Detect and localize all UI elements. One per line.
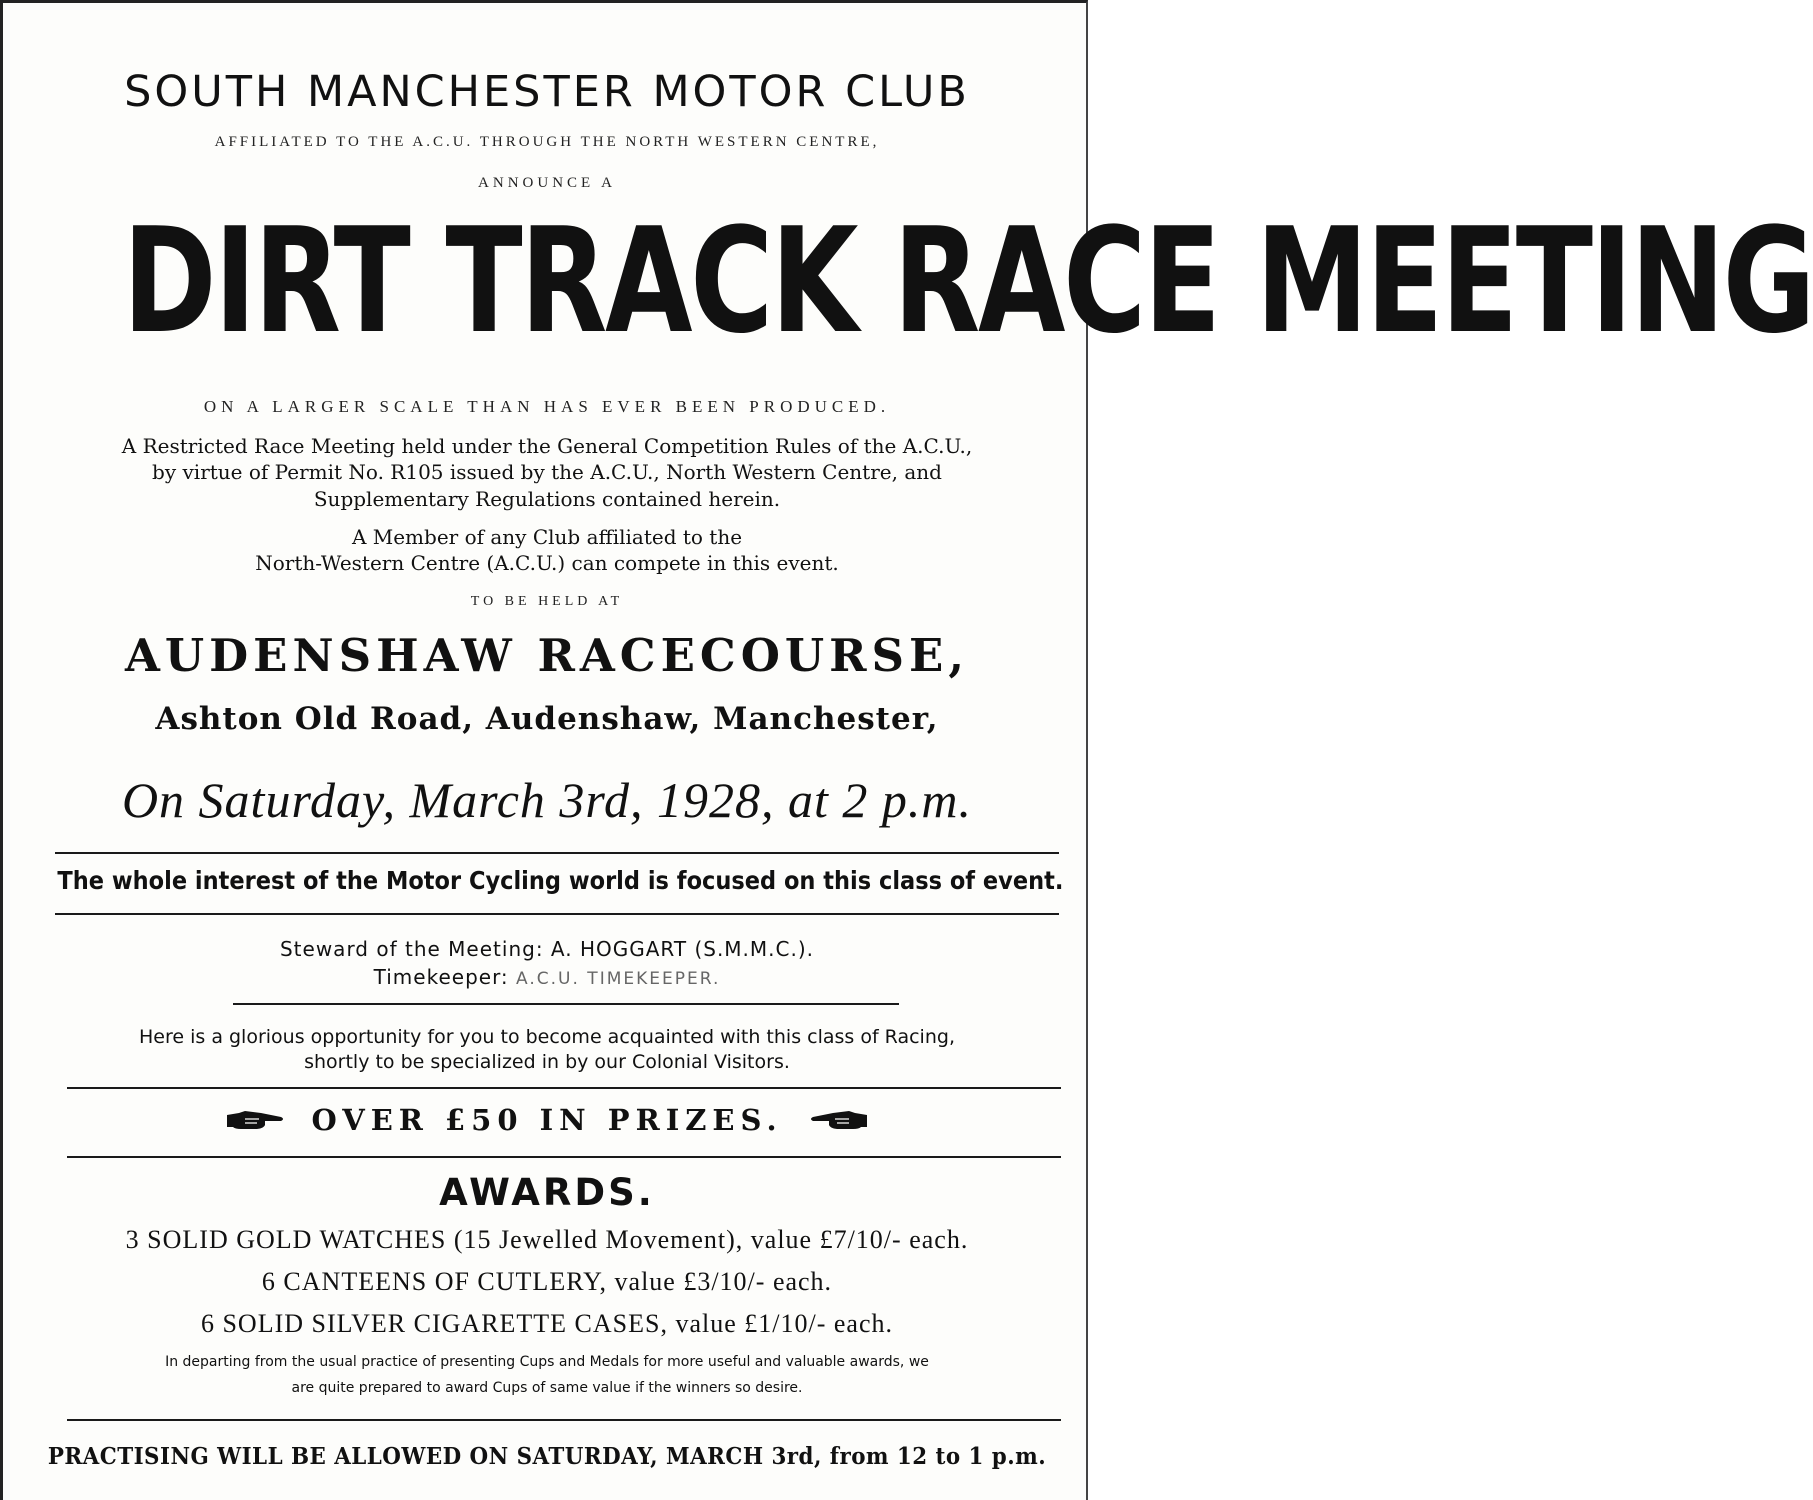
divider <box>55 913 1059 915</box>
awards-note-line-2: are quite prepared to award Cups of same value if the winners so desire. <box>291 1380 803 1396</box>
divider <box>67 1087 1061 1089</box>
club-name: SOUTH MANCHESTER MOTOR CLUB <box>124 67 970 117</box>
steward-row <box>3 937 1091 961</box>
event-headline: DIRT TRACK RACE MEETING <box>122 197 1813 366</box>
tagline: ON A LARGER SCALE THAN HAS EVER BEEN PRODUCED. <box>203 397 891 416</box>
pointing-hand-left-icon <box>809 1107 869 1133</box>
opportunity-line-1: Here is a glorious opportunity for you to become acquainted with this class of Racing, <box>139 1026 955 1048</box>
prizes-text: OVER £50 IN PRIZES. <box>311 1103 783 1137</box>
rules-line-1: A Restricted Race Meeting held under the General Competition Rules of the A.C.U., <box>121 434 973 458</box>
divider <box>67 1156 1061 1158</box>
venue-address: Ashton Old Road, Audenshaw, Manchester, <box>155 701 939 737</box>
practising-notice: PRACTISING WILL BE ALLOWED ON SATURDAY, MARCH 3rd, from 12 to 1 p.m. <box>47 1443 1047 1470</box>
prizes-banner <box>3 1103 1091 1137</box>
venue-name: AUDENSHAW RACECOURSE, <box>124 629 970 682</box>
opportunity-line-2: shortly to be specialized in by our Colonial Visitors. <box>304 1051 790 1073</box>
timekeeper-label: Timekeeper: <box>373 965 509 989</box>
rules-line-3: Supplementary Regulations contained herein. <box>313 487 781 511</box>
divider <box>55 852 1059 854</box>
divider <box>67 1419 1061 1421</box>
rules-line-2: by virtue of Permit No. R105 issued by the A.C.U., North Western Centre, and <box>152 460 942 484</box>
awards-note-line-1: In departing from the usual practice of presenting Cups and Medals for more useful and valuable awards, we <box>165 1354 929 1370</box>
steward-label: Steward of the Meeting: <box>279 937 544 961</box>
membership-line-1: A Member of any Club affiliated to the <box>351 525 743 549</box>
divider <box>233 1003 899 1005</box>
award-item: 6 CANTEENS OF CUTLERY, value £3/10/- each. <box>261 1267 833 1296</box>
awards-title: AWARDS. <box>439 1171 655 1214</box>
timekeeper-value: A.C.U. TIMEKEEPER. <box>516 969 721 989</box>
steward-value: A. HOGGART (S.M.M.C.). <box>550 937 815 961</box>
timekeeper-row <box>3 965 1091 989</box>
award-item: 6 SOLID SILVER CIGARETTE CASES, value £1/10/- each. <box>200 1309 894 1338</box>
award-item: 3 SOLID GOLD WATCHES (15 Jewelled Movement), value £7/10/- each. <box>125 1225 969 1254</box>
venue-intro: TO BE HELD AT <box>470 594 624 609</box>
membership-line-2: North-Western Centre (A.C.U.) can compete in this event. <box>255 551 839 575</box>
affiliation-line: AFFILIATED TO THE A.C.U. THROUGH THE NORTH WESTERN CENTRE, <box>214 134 880 150</box>
interest-statement: The whole interest of the Motor Cycling world is focused on this class of event. <box>57 866 1064 895</box>
event-date: On Saturday, March 3rd, 1928, at 2 p.m. <box>121 772 973 828</box>
announce-line: ANNOUNCE A <box>478 175 616 191</box>
pointing-hand-right-icon <box>225 1107 285 1133</box>
